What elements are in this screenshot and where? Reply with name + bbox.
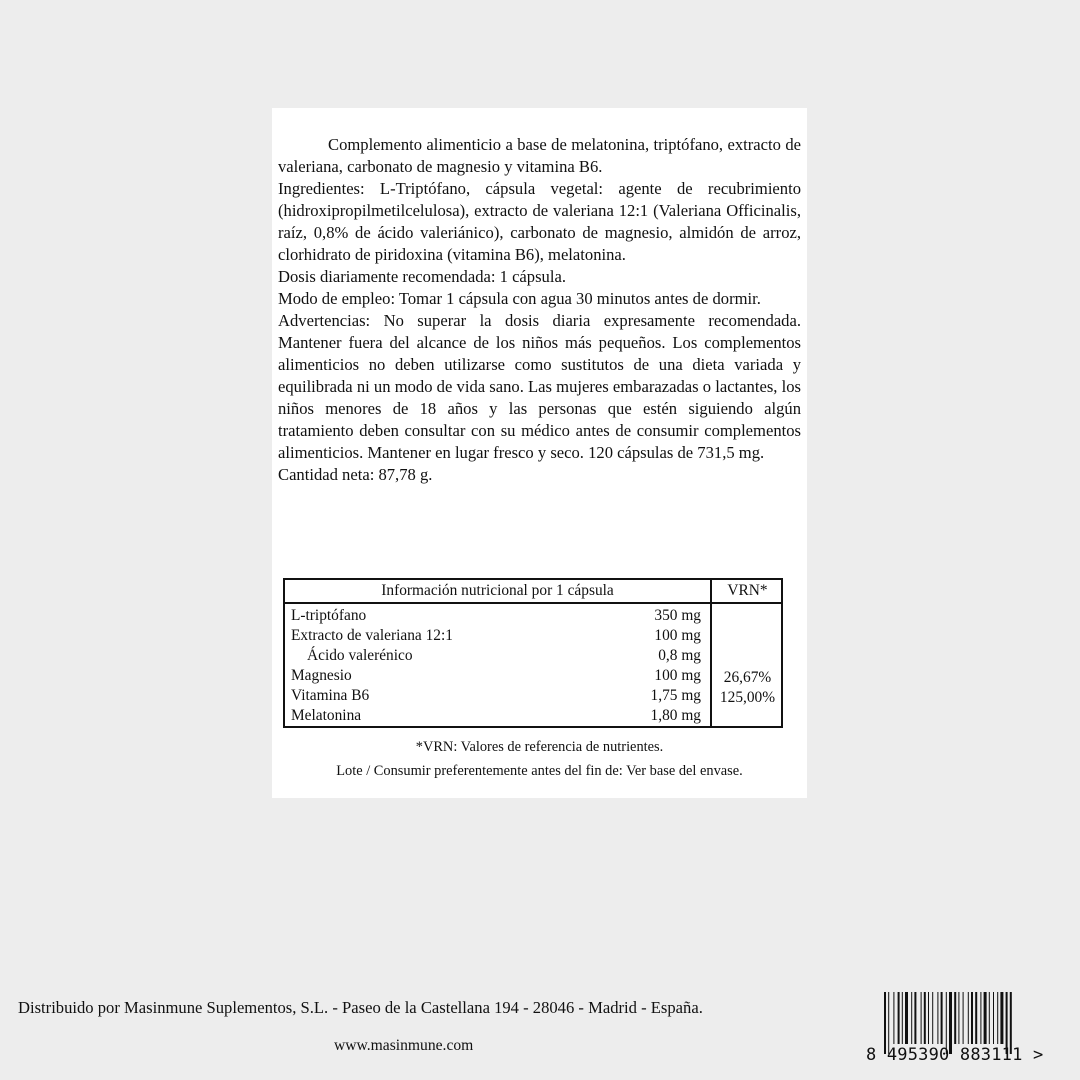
nutrient-vrn: 26,67% <box>723 669 772 686</box>
dose-text: Dosis diariamente recomendada: 1 cápsula. <box>278 267 566 286</box>
distributor-text: Distribuido por Masinmune Suplementos, S.L. - Paseo de la Castellana 194 - 28046 - Madrid - España. <box>18 998 703 1017</box>
nutrient-name: Melatonina <box>291 707 362 724</box>
nutrient-name: Extracto de valeriana 12:1 <box>291 627 453 644</box>
table-row <box>291 706 701 726</box>
nutrient-amount: 1,80 mg <box>650 707 701 724</box>
nutrient-name: L-triptófano <box>291 607 367 624</box>
nutrient-amount: 100 mg <box>654 627 701 644</box>
nutrient-amount: 1,75 mg <box>650 687 701 704</box>
vrn-header: VRN* <box>712 580 783 604</box>
table-divider <box>710 602 712 728</box>
table-row <box>291 646 701 666</box>
label-text <box>278 134 801 486</box>
nutrient-name: Ácido valerénico <box>307 647 413 664</box>
warnings-text: Advertencias: No superar la dosis diaria expresamente recomendada. Mantener fuera del alcance de los niños más pequeños. Los complementos alimenticios no deben utilizarse como sustitutos de una dieta variada y equilibrada ni un modo de vida sano. Las mujeres embarazadas o lactantes, los niños menores de 18 años y las personas que estén siguiendo algún tratamiento deben consultar con su médico antes de consumir complementos alimenticios. Mantener en lugar fresco y seco. 120 cápsulas de 731,5 mg. <box>278 311 801 462</box>
nutrient-amount: 350 mg <box>654 607 701 624</box>
nutrient-name: Magnesio <box>291 667 352 684</box>
intro-text: Complemento alimenticio a base de melatonina, triptófano, extracto de valeriana, carbonato de magnesio y vitamina B6. <box>278 135 801 176</box>
ingredients-text: Ingredientes: L-Triptófano, cápsula vegetal: agente de recubrimiento (hidroxipropilmetilcelulosa), extracto de valeriana 12:1 (Valeriana Officinalis, raíz, 0,8% de ácido valeriánico), carbonato de magnesio, almidón de arroz, clorhidrato de piridoxina (vitamina B6), melatonina. <box>278 179 801 264</box>
net-quantity-text: Cantidad neta: 87,78 g. <box>278 465 433 484</box>
vrn-footnote: *VRN: Valores de referencia de nutrientes. <box>415 739 664 755</box>
nutrition-table <box>283 578 783 728</box>
table-row <box>291 606 701 626</box>
table-row <box>291 686 701 706</box>
usage-text: Modo de empleo: Tomar 1 cápsula con agua 30 minutos antes de dormir. <box>278 289 761 308</box>
nutrition-table-header: Información nutricional por 1 cápsula <box>285 580 712 604</box>
product-label <box>272 108 807 798</box>
barcode-digits: 8 495390 883111 > <box>866 1045 1044 1065</box>
table-row <box>291 666 701 686</box>
table-row <box>291 626 701 646</box>
website-link[interactable]: www.masinmune.com <box>334 1037 474 1054</box>
nutrient-vrn: 125,00% <box>719 689 776 706</box>
nutrient-amount: 100 mg <box>654 667 701 684</box>
lot-footnote: Lote / Consumir preferentemente antes del fin de: Ver base del envase. <box>336 763 743 779</box>
nutrient-amount: 0,8 mg <box>658 647 701 664</box>
nutrient-name: Vitamina B6 <box>291 687 370 704</box>
